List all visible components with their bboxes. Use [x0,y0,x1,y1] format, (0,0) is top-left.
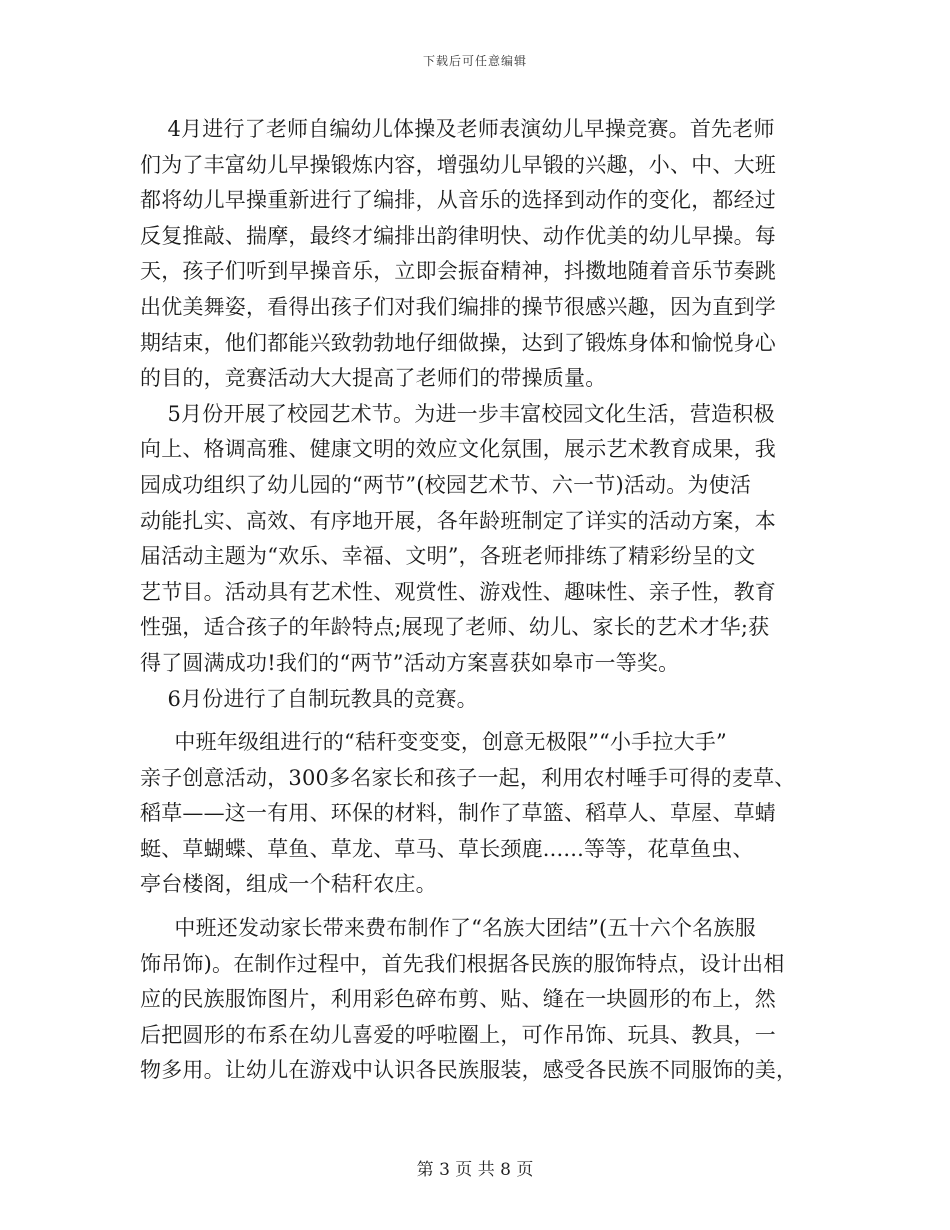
text-line: 期结束，他们都能兴致勃勃地仔细做操，达到了锻炼身体和愉悦身心 [140,330,776,355]
text-line: 中班还发动家长带来费布制作了“名族大团结”(五十六个名族服 [140,916,756,941]
text-line: 园成功组织了幼儿园的“两节”(校园艺术节、六一节)活动。为使活 [140,472,752,497]
text-line: 动能扎实、高效、有序地开展，各年龄班制定了详实的活动方案，本 [140,508,776,533]
text-line: 后把圆形的布系在幼儿喜爱的呼啦圈上，可作吊饰、玩具、教具，一 [140,1022,776,1047]
text-line: 都将幼儿早操重新进行了编排，从音乐的选择到动作的变化，都经过 [140,188,776,213]
text-line: 们为了丰富幼儿早操锻炼内容，增强幼儿早锻的兴趣，小、中、大班 [140,152,776,177]
text-line: 饰吊饰)。在制作过程中，首先我们根据各民族的服饰特点，设计出相 [140,951,785,976]
text-line: 5月份开展了校园艺术节。为进一步丰富校园文化生活，营造积极 [140,401,775,426]
text-line: 的目的，竞赛活动大大提高了老师们的带操质量。 [140,366,607,391]
text-line: 亲子创意活动，300多名家长和孩子一起，利用农村唾手可得的麦草、 [140,765,796,790]
page-header: 下载后可任意编辑 [422,54,527,68]
text-line: 得了圆满成功!我们的“两节”活动方案喜获如皋市一等奖。 [140,650,680,675]
document-body [140,112,820,1089]
text-line: 应的民族服饰图片，利用彩色碎布剪、贴、缝在一块圆形的布上，然 [140,987,776,1012]
page-number-footer: 第 3 页 共 8 页 [416,1160,534,1180]
text-line: 蜓、草蝴蝶、草鱼、草龙、草马、草长颈鹿......等等，花草鱼虫、 [140,836,754,861]
text-line: 向上、格调高雅、健康文明的效应文化氛围，展示艺术教育成果，我 [140,437,776,462]
text-line: 亭台楼阁，组成一个秸秆农庄。 [140,872,437,897]
text-line: 4月进行了老师自编幼儿体操及老师表演幼儿早操竞赛。首先老师 [140,117,775,141]
text-line: 艺节目。活动具有艺术性、观赏性、游戏性、趣味性、亲子性，教育 [140,579,776,604]
text-line: 出优美舞姿，看得出孩子们对我们编排的操节很感兴趣，因为直到学 [140,294,776,319]
text-line: 中班年级组进行的“秸秆变变变，创意无极限”“小手拉大手” [140,730,727,755]
text-line: 性强，适合孩子的年龄特点;展现了老师、幼儿、家长的艺术才华;获 [140,615,770,640]
text-line: 反复推敲、揣摩，最终才编排出韵律明快、动作优美的幼儿早操。每 [140,223,776,248]
text-line: 天，孩子们听到早操音乐，立即会振奋精神，抖擞地随着音乐节奏跳 [140,259,776,284]
text-line: 届活动主题为“欢乐、幸福、文明”，各班老师排练了精彩纷呈的文 [140,544,756,569]
text-line: 物多用。让幼儿在游戏中认识各民族服装，感受各民族不同服饰的美， [140,1058,798,1083]
text-line: 稻草——这一有用、环保的材料，制作了草篮、稻草人、草屋、草蜻 [140,801,776,826]
text-line: 6月份进行了自制玩教具的竞赛。 [140,686,478,711]
